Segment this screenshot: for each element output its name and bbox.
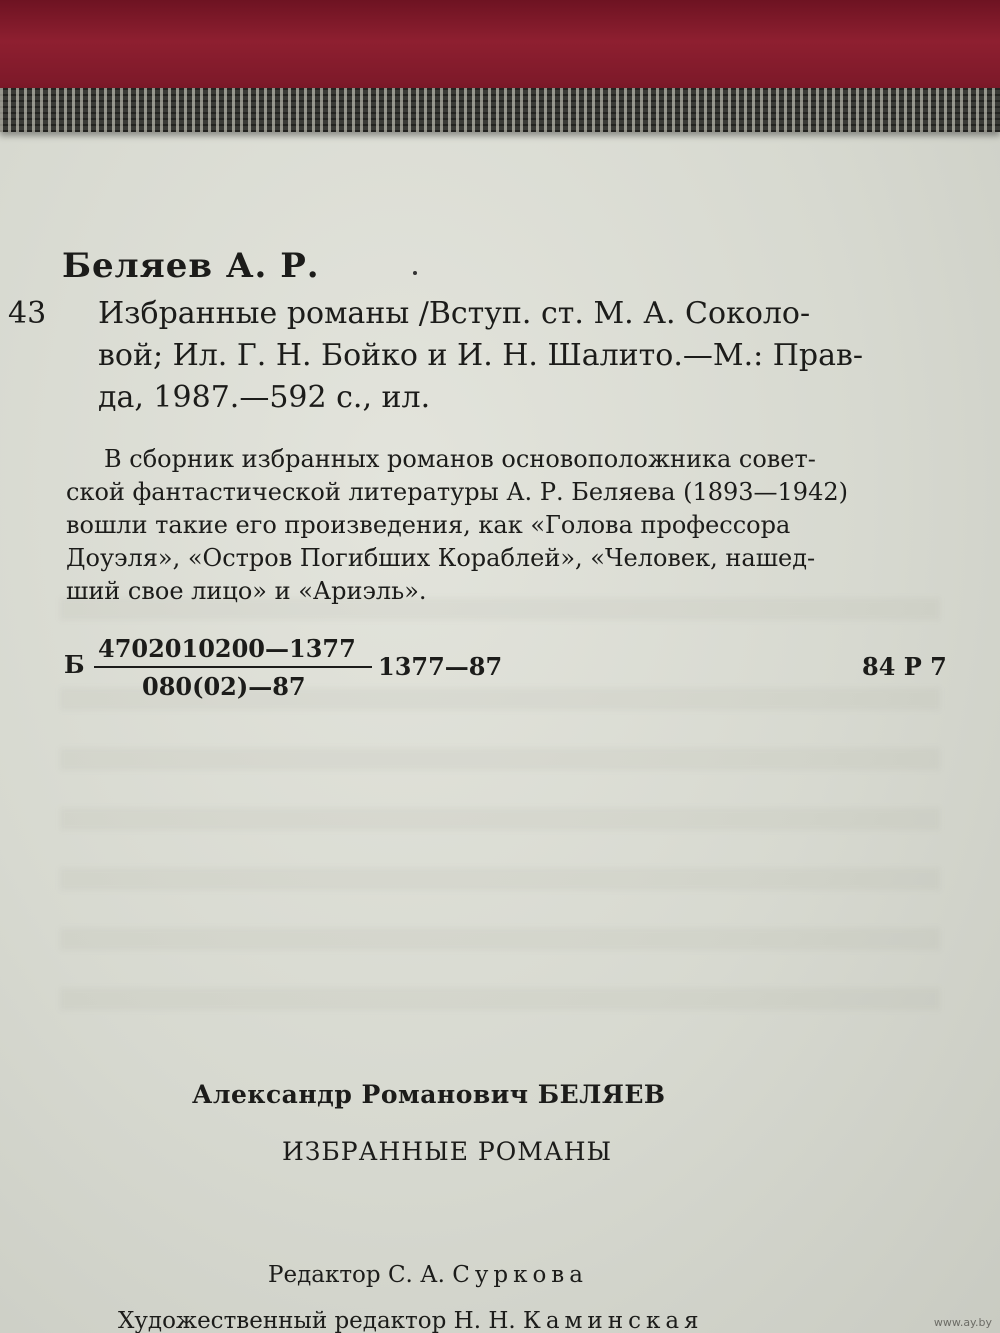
spine-binding-cloth xyxy=(0,88,1000,132)
annotation-line: вошли такие его произведения, как «Голова профессора xyxy=(66,511,791,539)
library-code: 84 Р 7 xyxy=(862,652,947,681)
art-editor-name: Каминская xyxy=(523,1308,704,1333)
watermark: www.ay.by xyxy=(933,1316,992,1329)
imprint-author: Александр Романович БЕЛЯЕВ xyxy=(192,1080,666,1109)
index-numerator: 4702010200—1377 xyxy=(98,634,356,663)
class-code: 43 xyxy=(8,296,47,331)
print-speck xyxy=(413,271,417,275)
bleed-through xyxy=(60,988,940,1010)
index-denominator: 080(02)—87 xyxy=(142,672,306,701)
bleed-through xyxy=(60,928,940,950)
annotation-line: ший свое лицо» и «Ариэль». xyxy=(66,577,427,605)
bleed-through xyxy=(60,748,940,770)
bibliography-line: да, 1987.—592 с., ил. xyxy=(98,380,431,415)
annotation-line: ской фантастической литературы А. Р. Беляева (1893—1942) xyxy=(66,478,848,506)
art-editor-credit xyxy=(118,1308,704,1333)
index-letter: Б xyxy=(64,650,85,679)
fraction-line xyxy=(94,666,372,668)
bibliography-line: вой; Ил. Г. Н. Бойко и И. Н. Шалито.—М.: Прав- xyxy=(98,338,864,373)
card-author: Беляев А. Р. xyxy=(62,246,320,286)
index-right-code: 1377—87 xyxy=(378,652,503,681)
editor-label: Редактор С. А. xyxy=(268,1262,445,1288)
bleed-through xyxy=(60,868,940,890)
bibliography-line: Избранные романы /Вступ. ст. М. А. Соколо- xyxy=(98,296,811,331)
art-editor-label: Художественный редактор Н. Н. xyxy=(118,1308,516,1333)
editor-name: Суркова xyxy=(452,1262,588,1288)
bleed-through xyxy=(60,808,940,830)
editor-credit xyxy=(268,1262,588,1288)
book-cover-edge xyxy=(0,0,1000,92)
annotation-line: В сборник избранных романов основоположника совет- xyxy=(104,445,816,473)
annotation-line: Доуэля», «Остров Погибших Кораблей», «Человек, нашед- xyxy=(66,544,816,572)
imprint-title: ИЗБРАННЫЕ РОМАНЫ xyxy=(282,1137,613,1166)
